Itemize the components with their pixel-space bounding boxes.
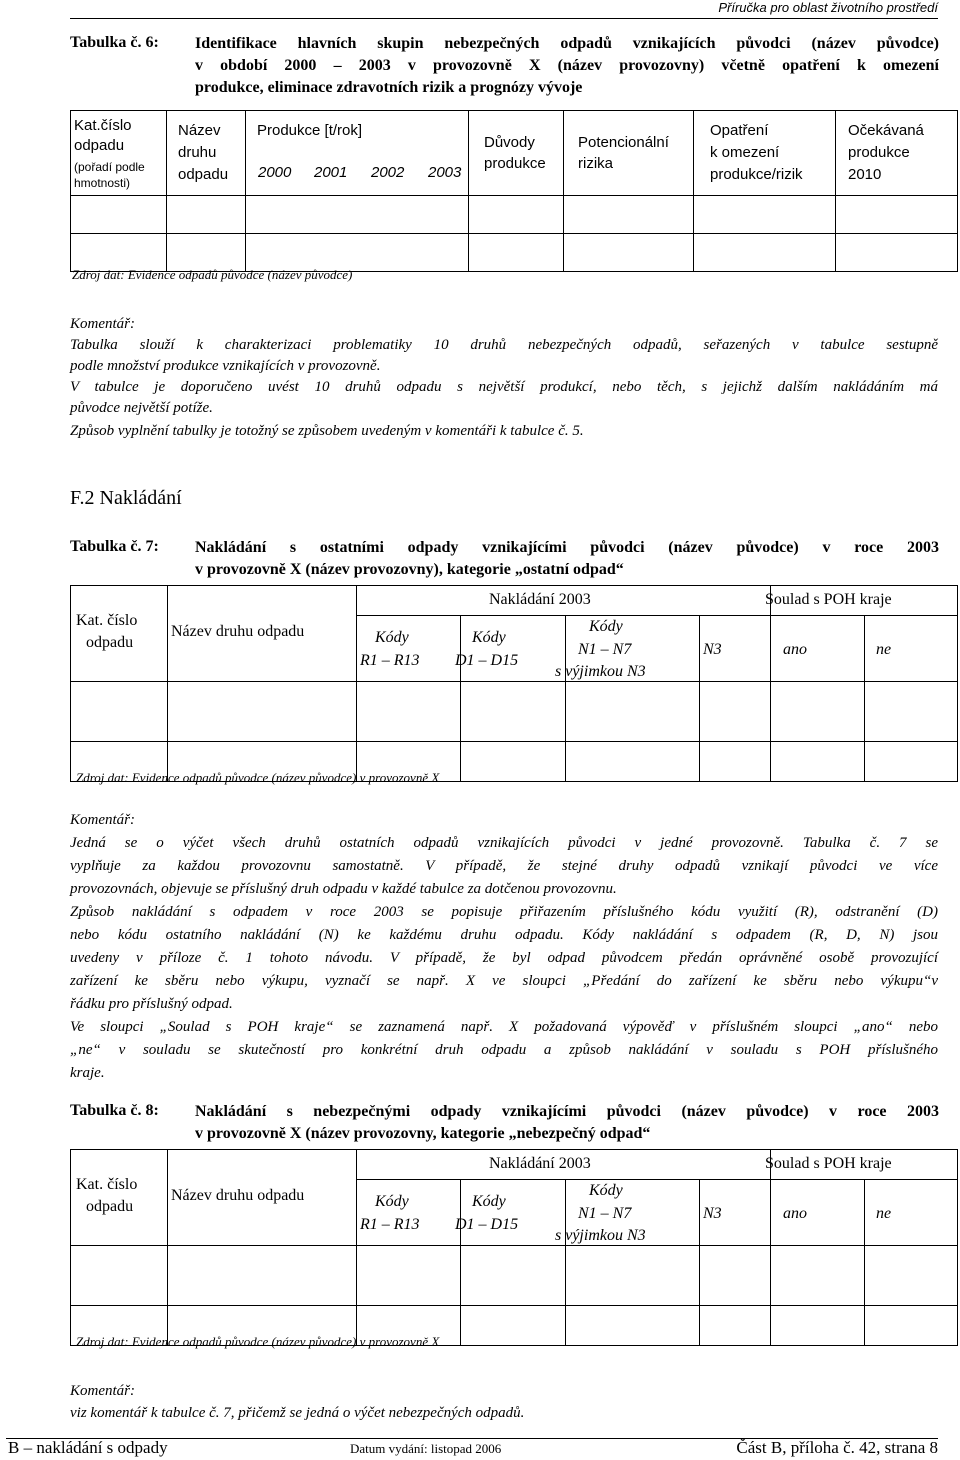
running-header: Příručka pro oblast životního prostředí [718, 0, 938, 15]
t8-col-nazev: Název druhu odpadu [171, 1187, 305, 1204]
t8-col-n3: N3 [703, 1205, 722, 1222]
t7-col-kat-line2: odpadu [86, 634, 134, 651]
t6-col-kat-sub2: hmotnosti) [74, 176, 131, 190]
t6-year-2003: 2003 [428, 164, 462, 181]
table8-caption-line2: v provozovně X (název provozovny, kategorie „nebezpečný odpad“ [195, 1125, 651, 1142]
t7-group-soulad: Soulad s POH kraje [765, 591, 892, 608]
t6-col-opatreni-line2: k omezení [710, 144, 780, 161]
comment7-heading: Komentář: [70, 812, 135, 828]
t7-col-n-line1: Kódy [589, 618, 623, 635]
t6-col-ocekavana-line1: Očekávaná [848, 122, 924, 139]
t8-col-ne: ne [876, 1205, 892, 1222]
table8-caption-line1: Nakládání s nebezpečnými odpady vznikajícími původci (název původce) v roce 2003 [195, 1103, 939, 1120]
t8-col-n-line2: N1 – N7 [578, 1205, 632, 1222]
table7-caption-line2: v provozovně X (název provozovny), kategorie „ostatní odpad“ [195, 561, 624, 578]
t7-col-nazev: Název druhu odpadu [171, 623, 305, 640]
t8-col-kat-line2: odpadu [86, 1198, 134, 1215]
t6-col-nazev-line2: druhu [178, 144, 217, 161]
comment7-line5: nebo kódu ostatního nakládání (N) ke každému druhu odpadu. Kódy nakládání s odpadem (R, D, N) jsou [70, 927, 938, 943]
t6-col-rizika-line1: Potencionální [578, 134, 669, 151]
t6-year-2001: 2001 [314, 164, 348, 181]
table6-label: Tabulka č. 6: [70, 34, 159, 51]
t6-col-opatreni-line3: produkce/rizik [710, 166, 803, 183]
t7-group-nakladani: Nakládání 2003 [489, 591, 591, 608]
table8-source: Zdroj dat: Evidence odpadů původce (název původce) v provozovně X [76, 1334, 440, 1349]
comment7-line11: kraje. [70, 1065, 105, 1081]
table6-caption-line2: v období 2000 – 2003 v provozovně X (název provozovny) včetně opatření k omezení [195, 57, 939, 74]
t8-col-n-line3: s výjimkou N3 [555, 1227, 646, 1244]
t7-col-n-line2: N1 – N7 [578, 641, 632, 658]
t6-year-2000: 2000 [258, 164, 292, 181]
header-rule [70, 18, 938, 19]
t6-col-nazev-line1: Název [178, 122, 221, 139]
comment6-line1: Tabulka slouží k charakterizaci problematiky 10 druhů nebezpečných odpadů, seřazených v tabulce sestupně [70, 337, 938, 353]
comment8-heading: Komentář: [70, 1383, 135, 1399]
comment7-line7: zařízení ke sběru nebo výkupu, vyznačí se např. X ve sloupci „Předání do zařízení ke sběru nebo výkupu“v [70, 973, 938, 989]
comment6-heading: Komentář: [70, 316, 135, 332]
t7-col-r-line2: R1 – R13 [360, 652, 420, 669]
t6-col-produkce: Produkce [t/rok] [257, 122, 363, 139]
t7-col-n-line3: s výjimkou N3 [555, 663, 646, 680]
t8-col-r-line2: R1 – R13 [360, 1216, 420, 1233]
t8-col-kat-line1: Kat. číslo [76, 1176, 138, 1193]
t7-col-d-line2: D1 – D15 [455, 652, 519, 669]
t7-col-r-line1: Kódy [375, 629, 409, 646]
t8-col-d-line2: D1 – D15 [455, 1216, 519, 1233]
footer-center: Datum vydání: listopad 2006 [350, 1441, 502, 1456]
comment7-line10: „ne“ v souladu se skutečností pro konkrétní druh odpadu a způsob nakládání v souladu s POH příslušného [70, 1042, 938, 1058]
t7-col-n3: N3 [703, 641, 722, 658]
t6-col-kat-line2: odpadu [74, 137, 125, 154]
section-title: F.2 Nakládání [70, 487, 182, 509]
comment7-line1: Jedná se o výčet všech druhů ostatních odpadů vznikajících původci v jedné provozovně. Tabulka č. 7 se [70, 835, 938, 851]
table8-label: Tabulka č. 8: [70, 1102, 159, 1119]
t6-col-ocekavana-line2: produkce [848, 144, 910, 161]
comment7-line3: provozovnách, objevuje se příslušný druh odpadu v každé tabulce za dotčenou provozovnu. [70, 881, 617, 897]
t7-col-kat-line1: Kat. číslo [76, 612, 138, 629]
table7-source: Zdroj dat: Evidence odpadů původce (název původce) v provozovně X [76, 770, 440, 785]
t7-col-ne: ne [876, 641, 892, 658]
footer-left: B – nakládání s odpady [8, 1438, 168, 1457]
t6-col-duvody-line1: Důvody [484, 134, 535, 151]
t6-col-ocekavana-line3: 2010 [848, 166, 882, 183]
footer-right: Část B, příloha č. 42, strana 8 [736, 1438, 938, 1457]
t6-col-nazev-line3: odpadu [178, 166, 229, 183]
table7 [70, 585, 958, 782]
comment7-line8: řádku pro příslušný odpad. [70, 996, 233, 1012]
t6-col-kat-sub1: (pořadí podle [74, 160, 145, 174]
t6-year-2002: 2002 [371, 164, 405, 181]
table7-label: Tabulka č. 7: [70, 538, 159, 555]
comment7-line9: Ve sloupci „Soulad s POH kraje“ se zaznamená např. X požadovaná výpověď v příslušném sloupci „ano“ nebo [70, 1019, 938, 1035]
comment7-line2: vyplňuje za každou provozovnu samostatně. V případě, že stejné druhy odpadů vznikají původci ve více [70, 858, 938, 874]
t8-group-nakladani: Nakládání 2003 [489, 1155, 591, 1172]
t6-col-kat-line1: Kat.číslo [74, 117, 132, 134]
t8-col-d-line1: Kódy [472, 1193, 506, 1210]
t7-col-ano: ano [783, 641, 807, 658]
t6-col-opatreni-line1: Opatření [710, 122, 769, 139]
t8-group-soulad: Soulad s POH kraje [765, 1155, 892, 1172]
table8 [70, 1149, 958, 1346]
comment6-line2: podle množství produkce vznikajících v provozovně. [70, 358, 381, 374]
comment6-line3: V tabulce je doporučeno uvést 10 druhů odpadu s největší produkcí, nebo těch, s jejichž dalším nakládáním má [70, 379, 938, 395]
t8-col-r-line1: Kódy [375, 1193, 409, 1210]
comment6-line5: Způsob vyplnění tabulky je totožný se způsobem uvedeným v komentáři k tabulce č. 5. [70, 423, 584, 439]
comment6-line4: původce největší potíže. [70, 400, 213, 416]
t8-col-n-line1: Kódy [589, 1182, 623, 1199]
comment8-line1: viz komentář k tabulce č. 7, přičemž se jedná o výčet nebezpečných odpadů. [70, 1405, 525, 1421]
table7-caption-line1: Nakládání s ostatními odpady vznikajícími původci (název původce) v roce 2003 [195, 539, 939, 556]
table6-source: Zdroj dat: Evidence odpadů původce (název původce) [72, 267, 353, 282]
t6-col-rizika-line2: rizika [578, 155, 614, 172]
t8-col-ano: ano [783, 1205, 807, 1222]
t7-col-d-line1: Kódy [472, 629, 506, 646]
table6-caption-line1: Identifikace hlavních skupin nebezpečných odpadů vznikajících původci (název původce) [195, 35, 939, 52]
t6-col-duvody-line2: produkce [484, 155, 546, 172]
comment7-line4: Způsob nakládání s odpadem v roce 2003 se popisuje přiřazením příslušného kódu využití (R), odstranění (D) [70, 904, 938, 920]
table6-caption-line3: produkce, eliminace zdravotních rizik a prognózy vývoje [195, 79, 583, 96]
comment7-line6: uvedeny v příloze č. 1 tohoto návodu. V případě, že byl odpad původcem předán oprávněné osobě provozující [70, 950, 938, 966]
